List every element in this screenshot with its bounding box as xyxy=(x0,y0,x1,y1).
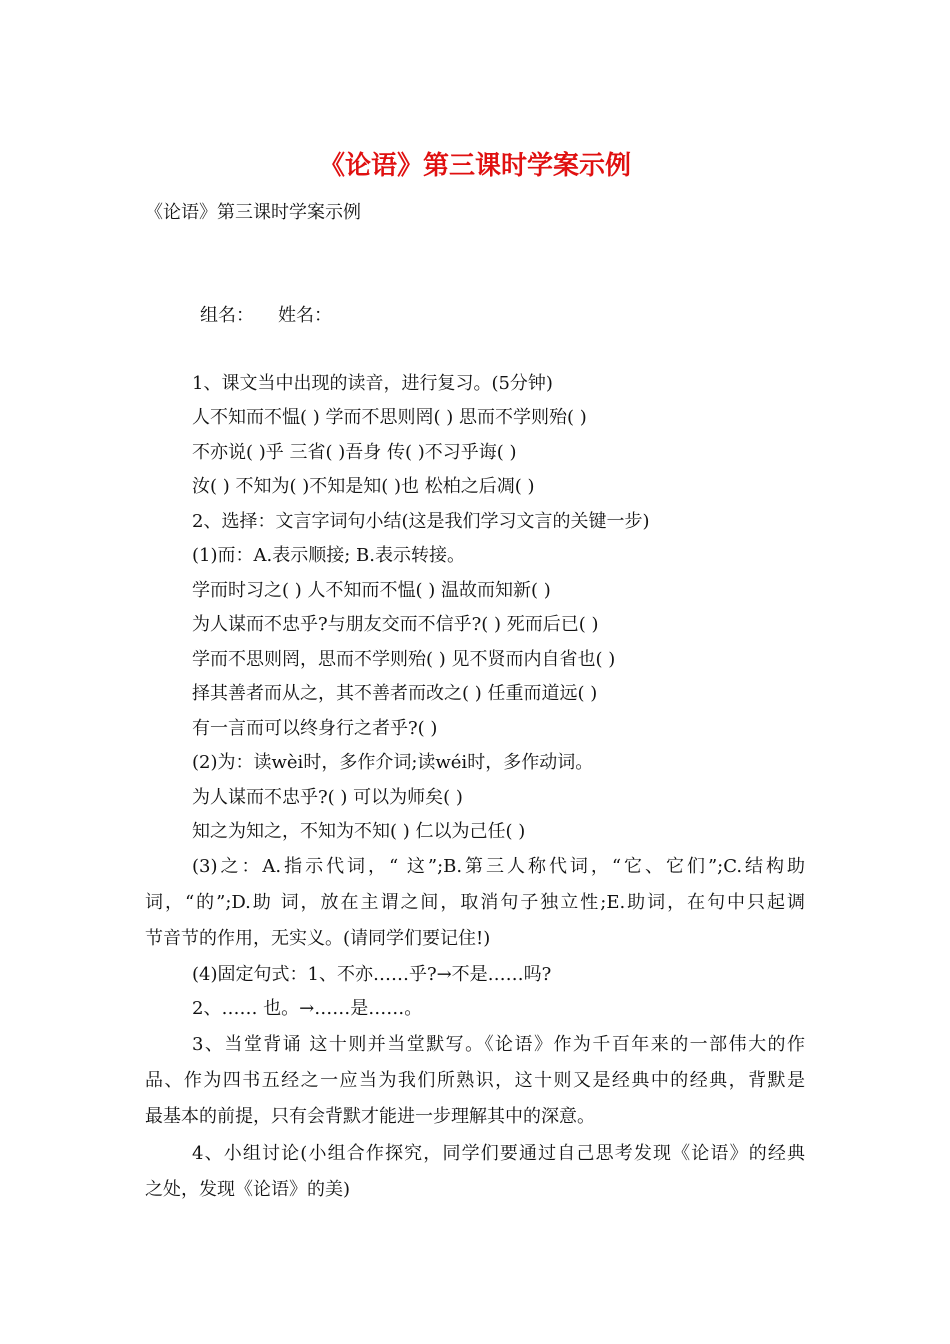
paragraph-line: 为人谋而不忠乎?( ) 可以为师矣( ) xyxy=(192,787,463,808)
paragraph-line: 2、选择：文言字词句小结(这是我们学习文言的关键一步) xyxy=(192,511,650,532)
paragraph-line: 人不知而不愠( ) 学而不思则罔( ) 思而不学则殆( ) xyxy=(192,407,587,428)
paragraph-line: 2、…… 也。→……是……。 xyxy=(192,998,423,1019)
paragraph-line: 知之为知之，不知为不知( ) 仁以为己任( ) xyxy=(192,821,526,842)
paragraph-line: (1)而：A.表示顺接; B.表示转接。 xyxy=(192,545,465,566)
paragraph-line: 3、当堂背诵 这十则并当堂默写。《论语》作为千百年来的一部伟大的作 xyxy=(192,1034,805,1055)
paragraph-line: 汝( ) 不知为( )不知是知( )也 松柏之后凋( ) xyxy=(192,476,535,497)
paragraph-line: 1、课文当中出现的读音，进行复习。(5分钟) xyxy=(192,373,553,394)
paragraph-line: 节音节的作用，无实义。(请同学们要记住!) xyxy=(145,928,491,949)
name-fields xyxy=(200,304,356,328)
paragraph-line: (4)固定句式：1、不亦……乎?→不是……吗? xyxy=(192,964,552,985)
paragraph-line: 择其善者而从之，其不善者而改之( ) 任重而道远( ) xyxy=(192,683,598,704)
paragraph-line: 品、作为四书五经之一应当为我们所熟识，这十则又是经典中的经典，背默是 xyxy=(145,1070,805,1091)
paragraph-line: 不亦说( )乎 三省( )吾身 传( )不习乎诲( ) xyxy=(192,442,517,463)
paragraph-line: 学而不思则罔，思而不学则殆( ) 见不贤而内自省也( ) xyxy=(192,649,616,670)
paragraph-line: 4、小组讨论(小组合作探究，同学们要通过自己思考发现《论语》的经典 xyxy=(192,1143,805,1164)
paragraph-line: 词，“的”;D.助 词，放在主谓之间，取消句子独立性;E.助词，在句中只起调 xyxy=(145,892,805,913)
paragraph-line: 之处，发现《论语》的美) xyxy=(145,1179,351,1200)
paragraph-line: (2)为：读wèi时，多作介词;读wéi时，多作动词。 xyxy=(192,752,594,773)
group-name-label: 组名： xyxy=(200,305,254,326)
paragraph-line: 有一言而可以终身行之者乎?( ) xyxy=(192,718,438,739)
document-title: 《论语》第三课时学案示例 xyxy=(318,151,631,181)
paragraph-line: 最基本的前提，只有会背默才能进一步理解其中的深意。 xyxy=(145,1106,595,1127)
document-subtitle: 《论语》第三课时学案示例 xyxy=(145,202,361,223)
student-name-label: 姓名： xyxy=(278,305,332,326)
paragraph-line: 学而时习之( ) 人不知而不愠( ) 温故而知新( ) xyxy=(192,580,551,601)
paragraph-line: 为人谋而不忠乎?与朋友交而不信乎?( ) 死而后已( ) xyxy=(192,614,599,635)
paragraph-line: (3)之：A.指示代词，“ 这”;B.第三人称代词，“它、它们”;C.结构助 xyxy=(192,856,805,877)
